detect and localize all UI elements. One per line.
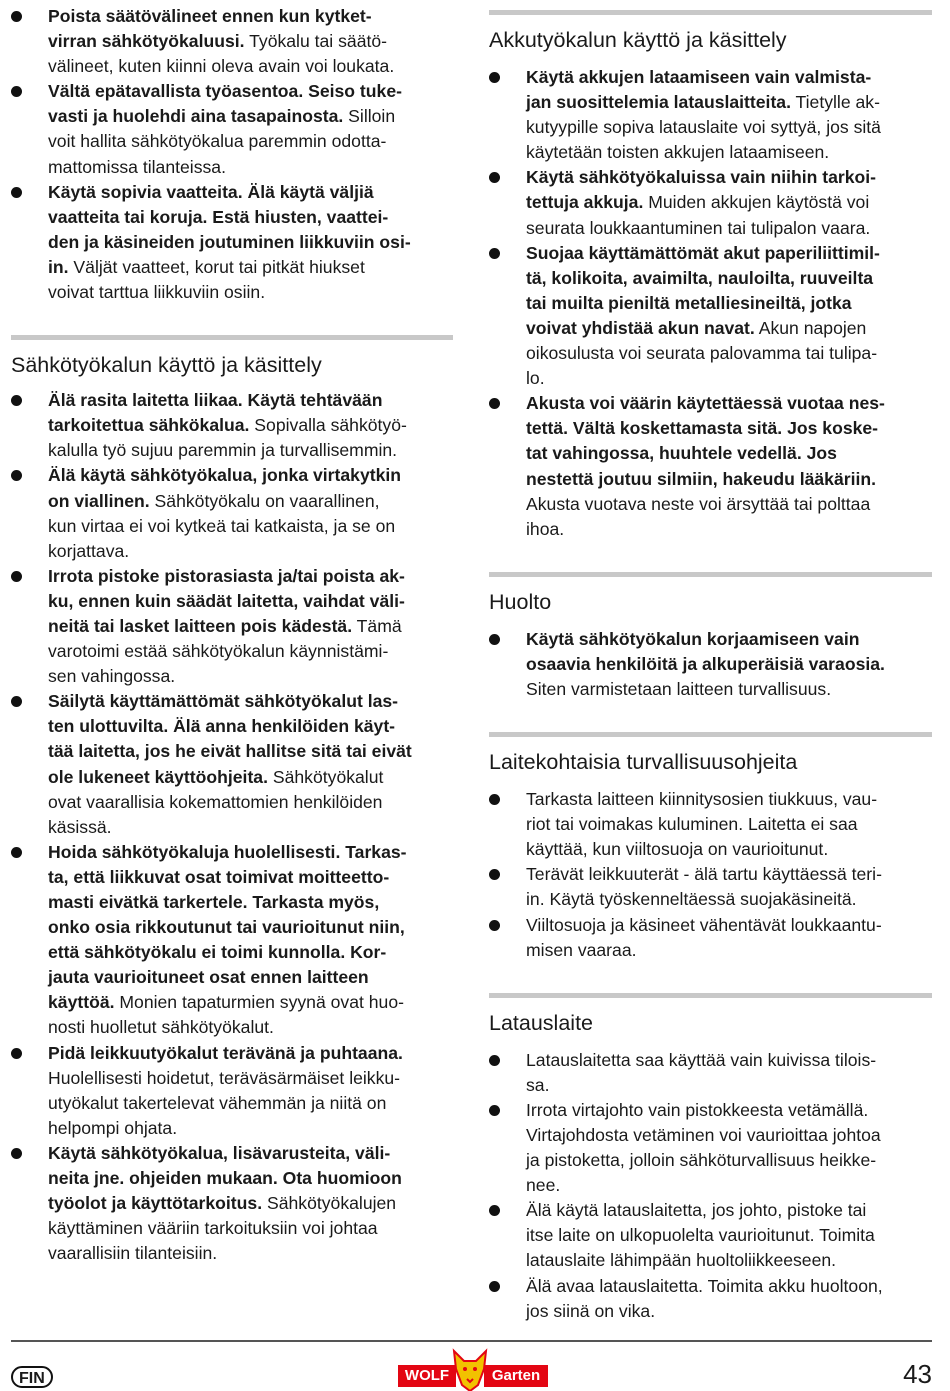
text-line: käyttäminen vääriin tarkoituksiin voi johtaa xyxy=(48,1218,378,1239)
text-line: masti eivätkä tarkertele. Tarkasta myös, xyxy=(48,892,380,912)
text-line: tettuja akkuja. Muiden akkujen käytöstä voi xyxy=(526,192,870,213)
text-line: käytetään toisten akkujen lataamiseen. xyxy=(526,142,830,163)
bullet-icon xyxy=(489,398,500,409)
list-item xyxy=(489,1198,932,1273)
bullet-icon xyxy=(11,1048,22,1059)
text-line: Hoida sähkötyökaluja huolellisesti. Tarkas- xyxy=(48,841,407,862)
list-item xyxy=(489,65,932,165)
text-line: latauslaite lähimpään huoltoliikkeeseen. xyxy=(526,1250,837,1271)
section-title: Huolto xyxy=(489,589,552,614)
bullet-icon xyxy=(489,634,500,645)
bullet-icon xyxy=(11,1148,22,1159)
bullet-icon xyxy=(11,187,22,198)
section-divider xyxy=(489,732,932,737)
bullet-icon xyxy=(11,11,22,22)
text-line: tai muilta pieniltä metalliesineiltä, jotka xyxy=(526,292,852,313)
page-number: 43 xyxy=(903,1359,932,1389)
text-line: Käytä sähkötyökalua, lisävarusteita, väli- xyxy=(48,1142,391,1163)
text-line: Virtajohdosta vetäminen voi vaurioittaa johtoa xyxy=(526,1125,881,1145)
text-line: kalulla työ sujuu paremmin ja turvallisemmin. xyxy=(48,440,398,461)
bullet-icon xyxy=(11,847,22,858)
bullet-icon xyxy=(489,1281,500,1292)
list-item xyxy=(489,1048,932,1098)
bullet-icon xyxy=(11,571,22,582)
section-list xyxy=(489,787,932,963)
list-item xyxy=(489,627,932,702)
text-line: Käytä sähkötyökalun korjaamiseen vain xyxy=(526,628,860,649)
text-line: ten ulottuvilta. Älä anna henkilöiden käyt- xyxy=(48,716,396,737)
text-line: vaatteita tai koruja. Estä hiusten, vaattei- xyxy=(48,206,389,227)
bullet-icon xyxy=(489,920,500,931)
text-line: Siten varmistetaan laitteen turvallisuus. xyxy=(526,678,832,699)
bullet-icon xyxy=(11,86,22,97)
language-badge: FIN xyxy=(11,1366,53,1388)
text-line: utyökalut takertelevat vähemmän ja niitä on xyxy=(48,1092,387,1113)
text-line: Irrota pistoke pistorasiasta ja/tai poista ak- xyxy=(48,565,405,586)
section-list xyxy=(489,65,932,542)
list-item xyxy=(11,564,453,689)
footer-divider xyxy=(11,1340,932,1342)
text-line: den ja käsineiden joutuminen liikkuviin osi- xyxy=(48,231,411,252)
bullet-icon xyxy=(489,1105,500,1116)
bullet-icon xyxy=(489,1055,500,1066)
text-line: voivat yhdistää akun navat. Akun napojen xyxy=(526,317,867,338)
text-line: Poista säätövälineet ennen kun kytket- xyxy=(48,6,372,26)
text-line: Säilytä käyttämättömät sähkötyökalut las- xyxy=(48,691,399,712)
bullet-icon xyxy=(489,869,500,880)
section-title: Laitekohtaisia turvallisuusohjeita xyxy=(489,750,798,775)
text-line: Älä käytä sähkötyökalua, jonka virtakytkin xyxy=(48,465,402,486)
text-line: Vältä epätavallista työasentoa. Seiso tuke- xyxy=(48,81,402,102)
text-line: Latauslaitetta saa käyttää vain kuivissa tilois- xyxy=(526,1049,877,1070)
bullet-icon xyxy=(489,72,500,83)
text-line: mattomissa tilanteissa. xyxy=(48,156,226,177)
section-divider xyxy=(489,993,932,998)
text-line: Käytä sopivia vaatteita. Älä käytä väljiä xyxy=(48,181,374,202)
bullet-icon xyxy=(489,172,500,183)
list-item xyxy=(11,388,453,463)
wolf-garten-logo xyxy=(398,1347,550,1391)
list-item xyxy=(11,1141,453,1266)
text-line: jan suosittelemia latauslaitteita. Tietylle ak- xyxy=(526,92,880,113)
section-list xyxy=(489,627,932,702)
text-line: nee. xyxy=(526,1175,561,1196)
list-item xyxy=(11,463,453,563)
text-line: kun virtaa ei voi kytkeä tai katkaista, ja se on xyxy=(48,515,396,536)
text-line: vaarallisiin tilanteisiin. xyxy=(48,1243,218,1264)
list-item xyxy=(489,241,932,392)
section-divider xyxy=(489,572,932,577)
text-line: on viallinen. Sähkötyökalu on vaarallinen, xyxy=(48,490,380,511)
text-line: korjattava. xyxy=(48,540,130,561)
left-column xyxy=(11,0,453,1266)
text-line: ja pistoketta, jolloin sähköturvallisuus heikke- xyxy=(526,1150,877,1171)
text-line: jauta vaurioituneet osat ennen laitteen xyxy=(48,967,369,988)
text-line: että sähkötyökalu ei toimi kunnolla. Kor- xyxy=(48,942,387,963)
text-line: tää laitetta, jos he eivät hallitse sitä tai eivät xyxy=(48,741,412,762)
text-line: vasti ja huolehdi aina tasapainosta. Silloin xyxy=(48,106,396,127)
list-item xyxy=(489,913,932,963)
text-line: Terävät leikkuuterät - älä tartu käyttäessä teri- xyxy=(526,864,882,885)
list-item xyxy=(11,689,453,840)
text-line: voivat tarttua liikkuviin osiin. xyxy=(48,282,266,303)
text-line: tarkoitettua sähkökalua. Sopivalla sähkötyö- xyxy=(48,415,407,436)
text-line: sen vahingossa. xyxy=(48,666,176,687)
text-line: Tarkasta laitteen kiinnitysosien tiukkuus, vau- xyxy=(526,789,878,810)
text-line: varotoimi estää sähkötyökalun käynnistämi- xyxy=(48,641,389,662)
text-line: Suojaa käyttämättömät akut paperiliittimil- xyxy=(526,242,880,263)
section-title-power-tool-use: Sähkötyökalun käyttö ja käsittely xyxy=(11,353,322,378)
list-item xyxy=(489,391,932,542)
text-line: riot tai voimakas kuluminen. Laitetta ei saa xyxy=(526,814,858,835)
text-line: nestettä joutuu silmiin, hakeudu lääkäriin. xyxy=(526,468,876,489)
text-line: jos siinä on vika. xyxy=(526,1300,656,1321)
text-line: onko osia rikkoutunut tai vaurioitunut niin, xyxy=(48,917,405,938)
text-line: misen vaaraa. xyxy=(526,939,637,960)
section-title: Akkutyökalun käyttö ja käsittely xyxy=(489,28,787,52)
list-item xyxy=(489,1098,932,1198)
text-line: ovat vaarallisia kokemattomien henkilöiden xyxy=(48,791,383,812)
text-line: kutyypille sopiva latauslaite voi syttyä, jos sitä xyxy=(526,117,881,138)
text-line: osaavia henkilöitä ja alkuperäisiä varaosia. xyxy=(526,653,885,674)
text-line: ihoa. xyxy=(526,518,565,539)
text-line: Irrota virtajohto vain pistokkeesta vetämällä. xyxy=(526,1099,869,1120)
text-line: tä, kolikoita, avaimilta, nauloilta, ruuveilta xyxy=(526,267,874,288)
list-item xyxy=(11,180,453,305)
text-line: Huolellisesti hoidetut, teräväsärmäiset leikku- xyxy=(48,1067,401,1088)
list-item xyxy=(11,79,453,179)
text-line: Älä käytä latauslaitetta, jos johto, pistoke tai xyxy=(526,1200,867,1221)
logo-wolf-text: WOLF xyxy=(398,1365,456,1387)
list-item xyxy=(489,165,932,240)
bullet-icon xyxy=(11,395,22,406)
text-line: neitä tai lasket laitteen pois kädestä. Tämä xyxy=(48,615,402,636)
section-title: Latauslaite xyxy=(489,1010,593,1035)
text-line: neita jne. ohjeiden mukaan. Ota huomioon xyxy=(48,1168,402,1189)
section-divider xyxy=(489,10,932,15)
text-line: Akusta vuotava neste voi ärsyttää tai polttaa xyxy=(526,493,871,514)
text-line: Käytä sähkötyökaluissa vain niihin tarkoi- xyxy=(526,167,877,188)
text-line: virran sähkötyökaluusi. Työkalu tai säätö- xyxy=(48,31,388,52)
text-line: oikosulusta voi seurata palovamma tai tulipa- xyxy=(526,343,878,364)
text-line: työolot ja käyttötarkoitus. Sähkötyökalujen xyxy=(48,1193,397,1214)
text-line: tettä. Vältä koskettamasta sitä. Jos koske- xyxy=(526,418,879,439)
text-line: käyttöä. Monien tapaturmien syynä ovat huo- xyxy=(48,992,404,1013)
text-line: nosti huolletut sähkötyökalut. xyxy=(48,1017,274,1038)
text-line: ku, ennen kuin säädät laitetta, vaihdat väli- xyxy=(48,590,405,611)
section-divider xyxy=(11,335,453,340)
list-item xyxy=(489,862,932,912)
wolf-head-icon xyxy=(450,1347,490,1391)
text-line: in. Käytä työskenneltäessä suojakäsineitä. xyxy=(526,889,857,910)
text-line: in. Väljät vaatteet, korut tai pitkät hiukset xyxy=(48,256,365,277)
section-list xyxy=(489,1048,932,1324)
right-column xyxy=(489,0,932,1324)
text-line: Pidä leikkuutyökalut terävänä ja puhtaana. xyxy=(48,1042,403,1063)
text-line: käsissä. xyxy=(48,816,112,837)
bullet-icon xyxy=(489,1205,500,1216)
bullet-icon xyxy=(489,248,500,259)
logo-garten-text: Garten xyxy=(484,1365,548,1387)
text-line: sa. xyxy=(526,1074,550,1095)
power-tool-use-list xyxy=(11,388,453,1266)
text-line: seurata loukkaantuminen tai tulipalon vaara. xyxy=(526,217,871,238)
text-line: ole lukeneet käyttöohjeita. Sähkötyökalut xyxy=(48,766,384,787)
text-line: Älä avaa latauslaitetta. Toimita akku huoltoon, xyxy=(526,1275,883,1296)
text-line: voit hallita sähkötyökalua paremmin odotta- xyxy=(48,131,387,152)
intro-list xyxy=(11,4,453,305)
list-item xyxy=(11,1041,453,1141)
text-line: välineet, kuten kiinni oleva avain voi loukata. xyxy=(48,56,395,77)
text-line: helpompi ohjata. xyxy=(48,1117,178,1138)
text-line: ta, että liikkuvat osat toimivat moitteetto- xyxy=(48,866,390,887)
text-line: Akusta voi väärin käytettäessä vuotaa nes- xyxy=(526,393,885,414)
text-line: Viiltosuoja ja käsineet vähentävät loukkaantu- xyxy=(526,914,882,935)
list-item xyxy=(489,787,932,862)
bullet-icon xyxy=(11,696,22,707)
text-line: Käytä akkujen lataamiseen vain valmista- xyxy=(526,67,872,87)
list-item xyxy=(489,1274,932,1324)
text-line: lo. xyxy=(526,368,545,389)
text-line: käyttää, kun viiltosuoja on vaurioitunut. xyxy=(526,839,829,860)
bullet-icon xyxy=(11,470,22,481)
text-line: Älä rasita laitetta liikaa. Käytä tehtävään xyxy=(48,390,383,411)
list-item xyxy=(11,840,453,1041)
text-line: itse laite on ulkopuolelta vaurioitunut. Toimita xyxy=(526,1225,875,1246)
list-item xyxy=(11,4,453,79)
bullet-icon xyxy=(489,794,500,805)
text-line: tat vahingossa, huuhtele vedellä. Jos xyxy=(526,443,837,464)
